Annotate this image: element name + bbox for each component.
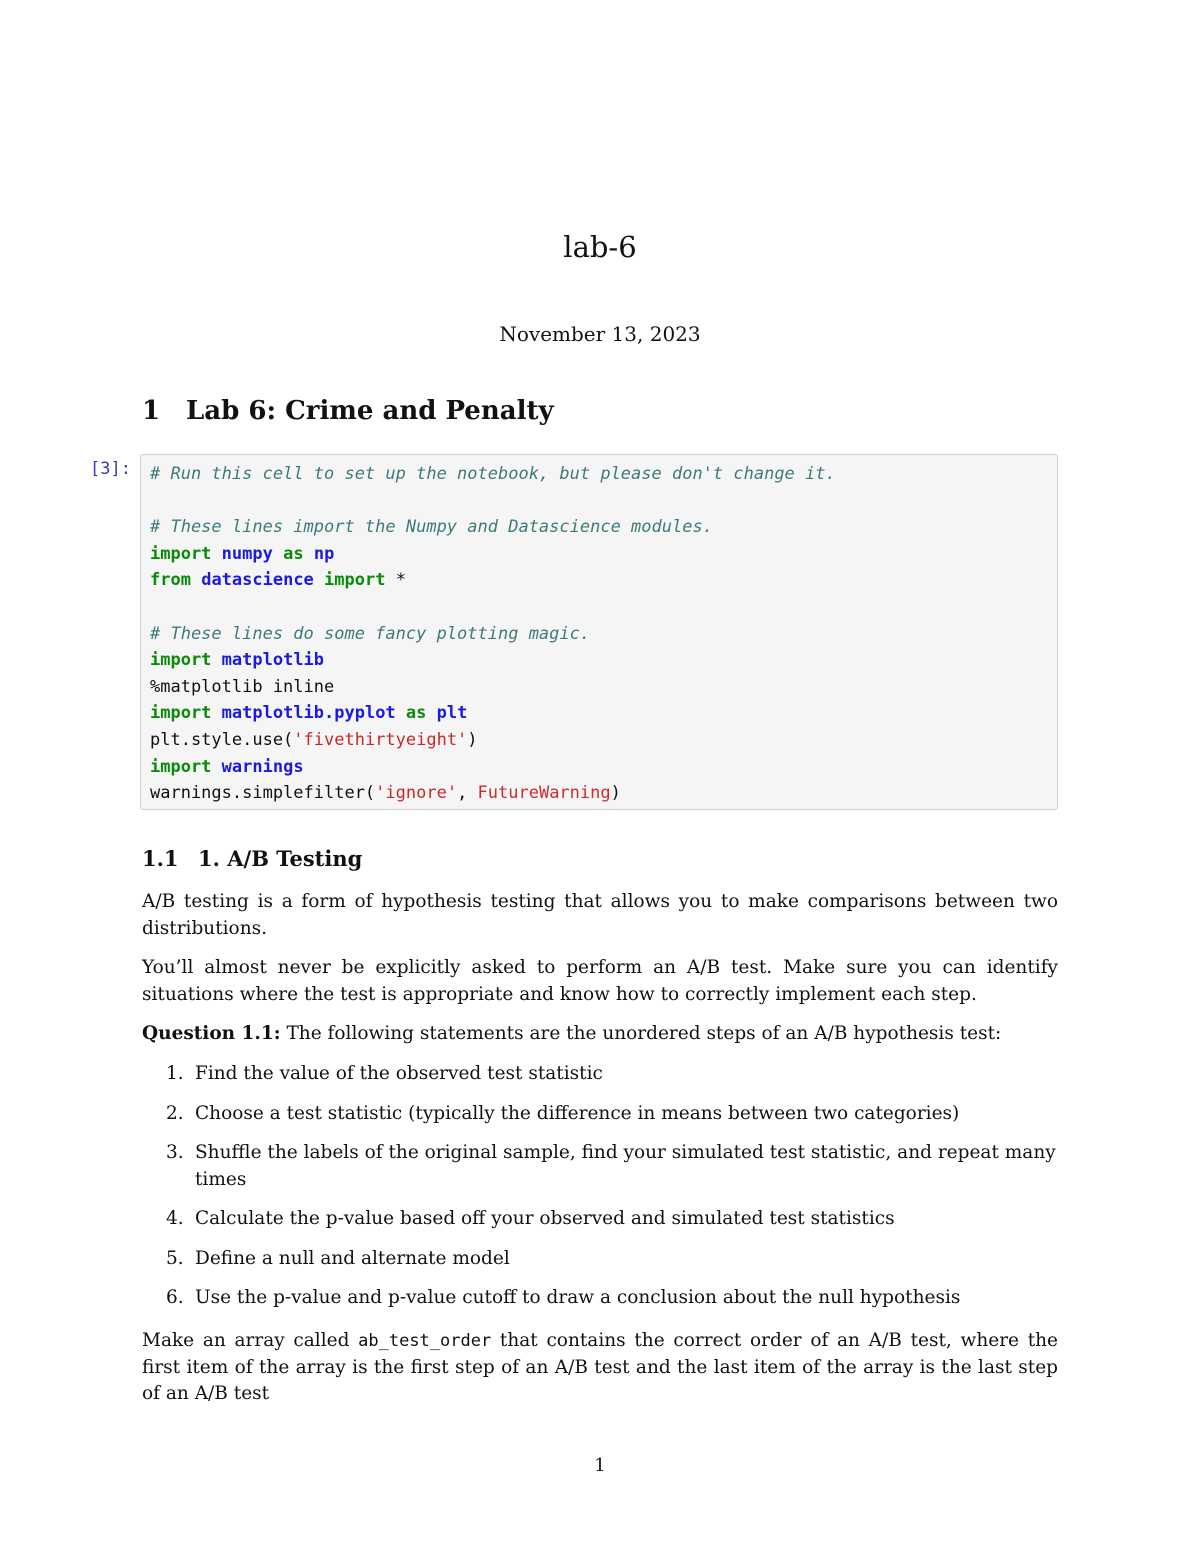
code-module: numpy [221, 543, 273, 564]
code-line [150, 647, 1057, 674]
paragraph [142, 1328, 1058, 1408]
code-string: 'ignore' [375, 783, 458, 804]
list-item-number: 3. [166, 1142, 184, 1163]
code-module: np [313, 543, 335, 564]
question-paragraph [142, 1021, 1058, 1048]
list-item-text: Define a null and alternate model [195, 1247, 510, 1269]
code-keyword: import [150, 543, 212, 564]
code-comment: # These lines do some fancy plotting magic. [150, 623, 591, 644]
code-module: warnings [221, 756, 304, 777]
list-item-number: 5. [166, 1247, 184, 1269]
code-keyword: import [324, 570, 386, 591]
list-item [142, 1061, 1058, 1088]
code-line-blank [150, 488, 1057, 515]
code-line [150, 461, 1057, 488]
list-item-number: 4. [166, 1208, 184, 1229]
list-item-text: Find the value of the observed test statistic [195, 1063, 603, 1084]
code-module: datascience [201, 570, 314, 591]
list-item-text: Shuffle the labels of the original sample, find your simulated test statistic, and repeat many times [195, 1142, 1056, 1190]
code-keyword: as [405, 703, 427, 724]
list-item-number: 6. [166, 1287, 184, 1308]
question-text: The following statements are the unordered steps of an A/B hypothesis test: [280, 1023, 1002, 1044]
paragraph: A/B testing is a form of hypothesis testing that allows you to make comparisons between two distributions. [142, 891, 1058, 939]
code-line [150, 727, 1057, 754]
list-item-number: 1. [166, 1063, 184, 1084]
code-string: 'fivethirtyeight' [293, 729, 468, 750]
paragraph: You’ll almost never be explicitly asked to perform an A/B test. Make sure you can identify situations where the test is appropriate and know how to correctly implement each step. [142, 957, 1058, 1005]
code-keyword: from [150, 570, 191, 591]
page-number: 1 [594, 1455, 606, 1476]
inline-code: ab_test_order [358, 1331, 492, 1351]
code-keyword: import [150, 703, 212, 724]
section-title: Lab 6: Crime and Penalty [186, 396, 554, 426]
cell-prompt: [3]: [90, 459, 131, 479]
steps-list [142, 1061, 1058, 1325]
code-line [150, 780, 1057, 807]
section-number: 1 [142, 396, 161, 426]
code-line [150, 754, 1057, 781]
subsection-number: 1.1 [142, 846, 179, 871]
code-cell[interactable] [140, 454, 1058, 810]
list-item-number: 2. [166, 1102, 184, 1124]
code-module: matplotlib [221, 650, 325, 671]
list-item [142, 1101, 1058, 1128]
paragraph-text: Make an array called [142, 1330, 359, 1351]
list-item [142, 1206, 1058, 1233]
subsection-title: 1. A/B Testing [198, 846, 363, 871]
code-keyword: import [150, 650, 212, 671]
list-item-text: Calculate the p-value based off your observed and simulated test statistics [195, 1208, 895, 1229]
code-module: plt [436, 703, 468, 724]
code-line [150, 674, 1057, 701]
code-text: ) [610, 783, 621, 804]
list-item [142, 1285, 1058, 1312]
code-comment: # These lines import the Numpy and Datascience modules. [150, 517, 713, 538]
code-comment: # Run this cell to set up the notebook, but please don't change it. [150, 464, 836, 484]
code-line [150, 514, 1057, 541]
code-text: , [457, 783, 478, 804]
question-label: Question 1.1: [142, 1023, 281, 1044]
code-module: matplotlib.pyplot [221, 703, 396, 724]
code-line [150, 621, 1057, 648]
document-date: November 13, 2023 [499, 322, 701, 346]
code-keyword: as [283, 543, 304, 564]
list-item [142, 1140, 1058, 1193]
list-item-text: Use the p-value and p-value cutoff to draw a conclusion about the null hypothesis [195, 1287, 961, 1308]
code-keyword: import [150, 756, 212, 777]
section-heading [142, 396, 554, 426]
code-line [150, 700, 1057, 727]
code-line-blank [150, 594, 1057, 621]
document-title: lab-6 [563, 230, 637, 264]
code-line [150, 541, 1057, 568]
code-text: warnings.simplefilter( [150, 783, 376, 804]
code-text: plt.style.use( [150, 729, 294, 750]
code-text: ) [467, 729, 478, 750]
code-text: %matplotlib inline [150, 676, 335, 697]
subsection-heading [142, 846, 362, 871]
code-line [150, 567, 1057, 594]
code-text: * [385, 570, 406, 591]
list-item-text: Choose a test statistic (typically the difference in means between two categories) [195, 1102, 960, 1124]
paragraph-text: that contains the correct order of an A/B test, where the first item of the array is the first step of an A/B test and the last item of the array is the last step of an A/B test [142, 1330, 1058, 1404]
list-item [142, 1246, 1058, 1273]
code-exception: FutureWarning [477, 783, 611, 804]
